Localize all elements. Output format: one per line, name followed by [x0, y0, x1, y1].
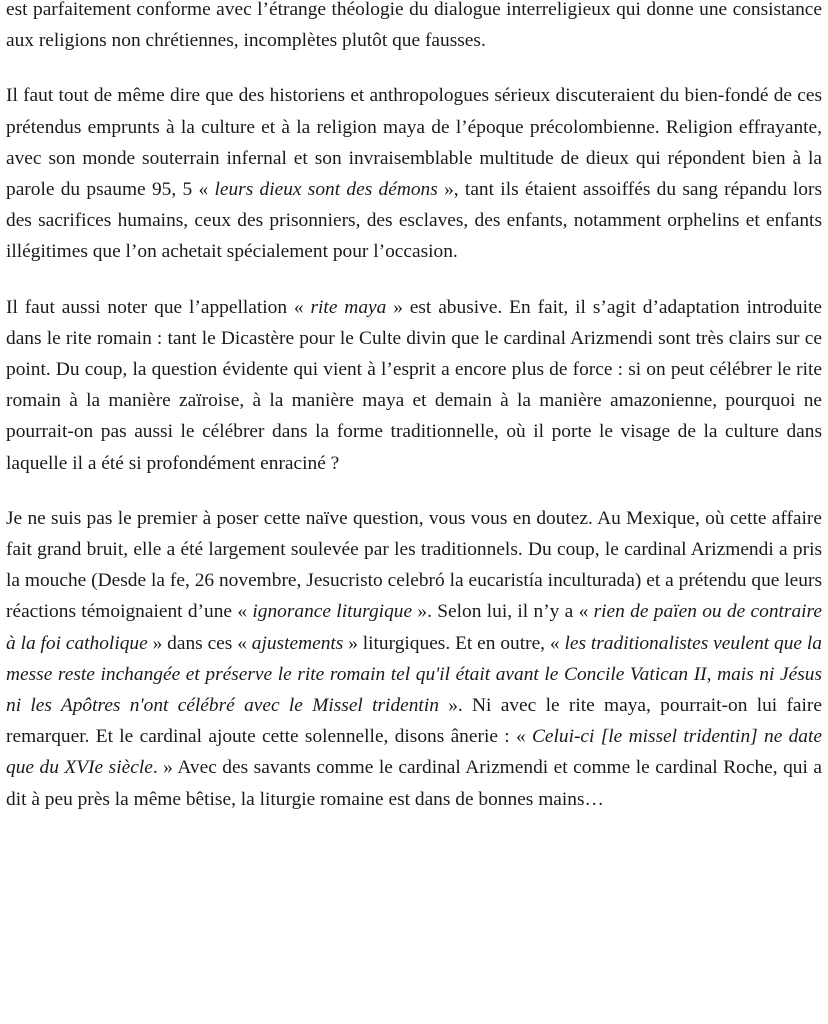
paragraph-text: . » Avec des savants comme le cardinal Arizmendi et comme le cardinal Roche, qui a dit à peu près la même bêtise, la liturgie romaine est dans de bonnes mains… [6, 757, 822, 810]
paragraph-2 [6, 80, 822, 267]
italic-quote: ajustements [251, 632, 344, 654]
paragraph-text: Il faut aussi noter que l’appellation « [6, 296, 311, 318]
italic-quote: leurs dieux sont des démons [214, 179, 438, 201]
paragraph-3 [6, 292, 822, 479]
paragraph-text: » est abusive. En fait, il s’agit d’adaptation introduite dans le rite romain : tant le Dicastère pour le Culte divin que le cardinal Arizmendi sont très clairs sur ce point. Du coup, la question évidente qui vient à l’esprit a encore plus de force : si on peut célébrer le rite romain à la manière zaïroise, à la manière maya et demain à la manière amazonienne, pourquoi ne pourrait-on pas aussi le célébrer dans la forme traditionnelle, où il porte le visage de la culture dans laquelle il a été si profondément enraciné ? [6, 296, 822, 474]
paragraph-text: Il faut tout de même dire que des historiens et anthropologues sérieux discuteraient du bien-fondé de ces prétendus emprunts à la culture et à la religion maya de l’époque précolombienne. Religion effrayante, avec son monde souterrain infernal et son invraisemblable multitude de dieux qui répondent bien à la parole du psaume 95, 5 « [6, 85, 822, 201]
italic-quote: ignorance liturgique [252, 601, 413, 623]
paragraph-text: ». Ni avec le rite maya, pourrait-on lui faire remarquer. Et le cardinal ajoute cette solennelle, disons ânerie : « [6, 695, 822, 748]
paragraph-1 [6, 0, 822, 56]
paragraph-text: » dans ces « [147, 632, 252, 654]
paragraph-text: », tant ils étaient assoiffés du sang répandu lors des sacrifices humains, ceux des prisonniers, des esclaves, des enfants, notamment orphelins et enfants illégitimes que l’on achetait spécialement pour l’occasion. [6, 179, 823, 263]
paragraph-4 [6, 503, 822, 815]
paragraph-text: » liturgiques. Et en outre, « [343, 632, 565, 654]
paragraph-text: Je ne suis pas le premier à poser cette naïve question, vous vous en doutez. Au Mexique, où cette affaire fait grand bruit, elle a été largement soulevée par les traditionnels. Du coup, le cardinal Arizmendi a pris la mouche (Desde la fe, 26 novembre, Jesucristo celebró la eucaristía inculturada) et a prétendu que leurs réactions témoignaient d’une « [6, 507, 822, 623]
italic-quote: rite maya [310, 296, 387, 318]
italic-quote: rien de païen ou de contraire à la foi catholique [6, 601, 822, 654]
italic-quote: les traditionalistes veulent que la messe reste inchangée et préserve le rite romain tel qu'il était avant le Concile Vatican II, mais ni Jésus ni les Apôtres n'ont célébré avec le Missel tridentin [6, 632, 822, 717]
paragraph-text: est parfaitement conforme avec l’étrange théologie du dialogue interreligieux qui donne une consistance aux religions non chrétiennes, incomplètes plutôt que fausses. [6, 0, 822, 52]
italic-quote: Celui-ci [le missel tridentin] ne date que du XVIe siècle [6, 726, 822, 779]
paragraph-text: ». Selon lui, il n’y a « [412, 601, 594, 623]
